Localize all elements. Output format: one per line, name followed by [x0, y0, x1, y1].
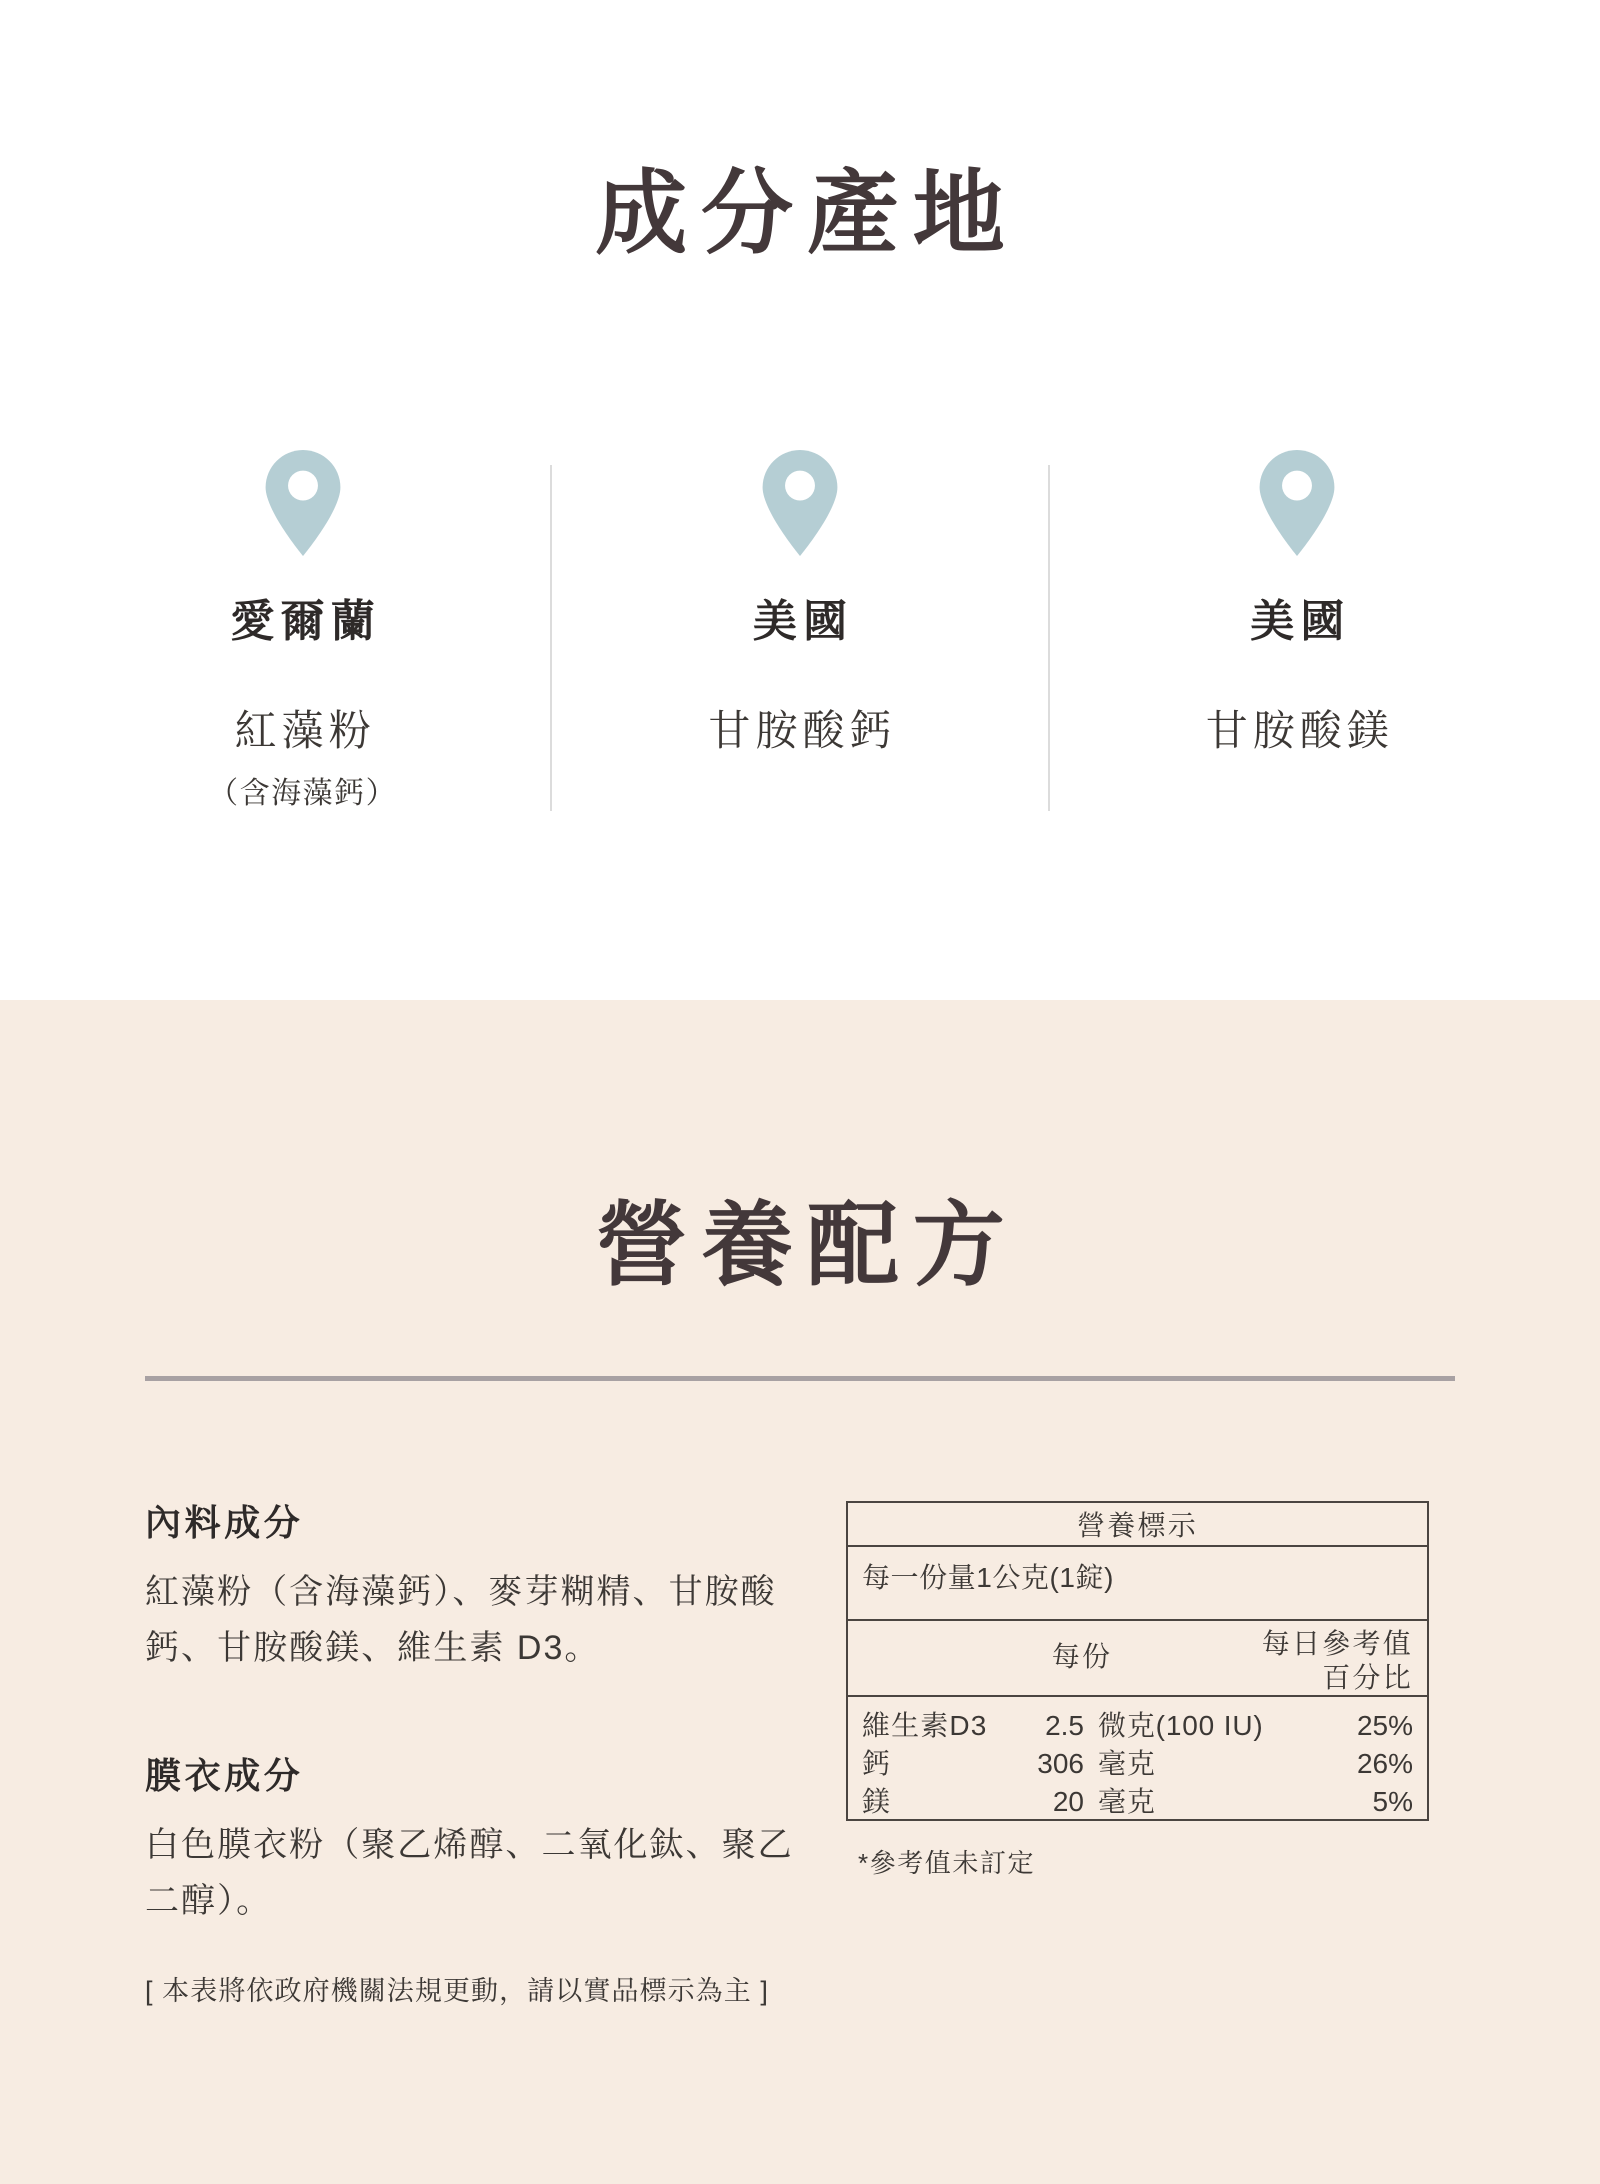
- origin-item-usa-calcium: [552, 450, 1047, 811]
- header-spacer: [862, 1627, 952, 1695]
- origin-section: [0, 0, 1600, 1000]
- daily-value-header-line2: 百分比: [1322, 1662, 1413, 1693]
- origin-ingredient-note: （含海藻鈣）: [208, 776, 398, 810]
- nutrient-daily-value: 25%: [1356, 1710, 1413, 1741]
- nutrient-name: 維生素D3: [862, 1710, 988, 1741]
- nutrient-name: 鎂: [862, 1786, 892, 1817]
- formula-section: [0, 1000, 1600, 2184]
- formula-content: [145, 1501, 1455, 2008]
- nutrient-unit: 微克(100 IU): [1098, 1710, 1264, 1741]
- nutrient-row-vitamin-d3: [862, 1707, 1413, 1745]
- origin-ingredient: 甘胺酸鎂: [1205, 707, 1394, 755]
- percent-sign: %: [1388, 1710, 1413, 1741]
- serving-size-row: 每一份量1公克(1錠): [848, 1547, 1427, 1621]
- coating-ingredients-text: 白色膜衣粉（聚乙烯醇、二氧化鈦、聚乙二醇）。: [145, 1826, 794, 1921]
- location-pin-icon: [264, 450, 342, 556]
- origin-columns: [55, 450, 1545, 811]
- reference-footnote: *參考值未訂定: [858, 1848, 1036, 1878]
- percent-sign: %: [1388, 1786, 1413, 1817]
- formula-title: 營養配方: [595, 1195, 1019, 1297]
- origin-country: 美國: [1250, 597, 1351, 646]
- nutrient-unit: 毫克: [1098, 1786, 1156, 1817]
- inner-ingredients-heading: 內料成分: [145, 1502, 304, 1543]
- nutrient-unit: 毫克: [1098, 1748, 1156, 1779]
- nutrient-name: 鈣: [862, 1748, 892, 1779]
- nutrient-amount: 306: [1037, 1748, 1084, 1779]
- table-title: 營養標示: [848, 1503, 1427, 1547]
- nutrition-facts: [846, 1501, 1429, 1880]
- origin-item-ireland: [55, 450, 550, 811]
- daily-value-header-line1: 每日參考值: [1261, 1628, 1413, 1659]
- nutrition-facts-table: [846, 1501, 1429, 1821]
- nutrient-amount: 2.5: [1045, 1710, 1084, 1741]
- section-divider-rule: [145, 1376, 1455, 1381]
- nutrient-amount: 20: [1052, 1786, 1084, 1817]
- coating-ingredients-heading: 膜衣成分: [145, 1755, 304, 1797]
- origin-item-usa-magnesium: [1050, 450, 1545, 811]
- nutrient-row-calcium: [862, 1745, 1413, 1783]
- regulation-disclaimer: [ 本表將依政府機關法規更動，請以實品標示為主 ]: [145, 1976, 770, 2007]
- nutrient-row-magnesium: [862, 1783, 1413, 1821]
- nutrient-daily-value: 5%: [1372, 1786, 1413, 1817]
- origin-country: 愛爾蘭: [230, 597, 381, 646]
- origin-title: 成分產地: [595, 163, 1019, 265]
- inner-ingredients-text: 紅藻粉（含海藻鈣）、麥芽糊精、甘胺酸鈣、甘胺酸鎂、維生素 D3。: [145, 1573, 777, 1668]
- nutrient-daily-value: 26%: [1356, 1748, 1413, 1779]
- per-serving-header: 每份: [1051, 1641, 1113, 1672]
- origin-country: 美國: [752, 597, 854, 646]
- location-pin-icon: [1258, 450, 1336, 556]
- origin-ingredient: 紅藻粉: [234, 707, 376, 755]
- location-pin-icon: [761, 450, 839, 556]
- ingredient-description: [145, 1501, 810, 2008]
- origin-ingredient: 甘胺酸鈣: [708, 707, 897, 755]
- nutrient-rows: [848, 1697, 1427, 1819]
- daily-value-header: [1212, 1627, 1413, 1695]
- table-header-row: [848, 1621, 1427, 1697]
- percent-sign: %: [1388, 1748, 1413, 1779]
